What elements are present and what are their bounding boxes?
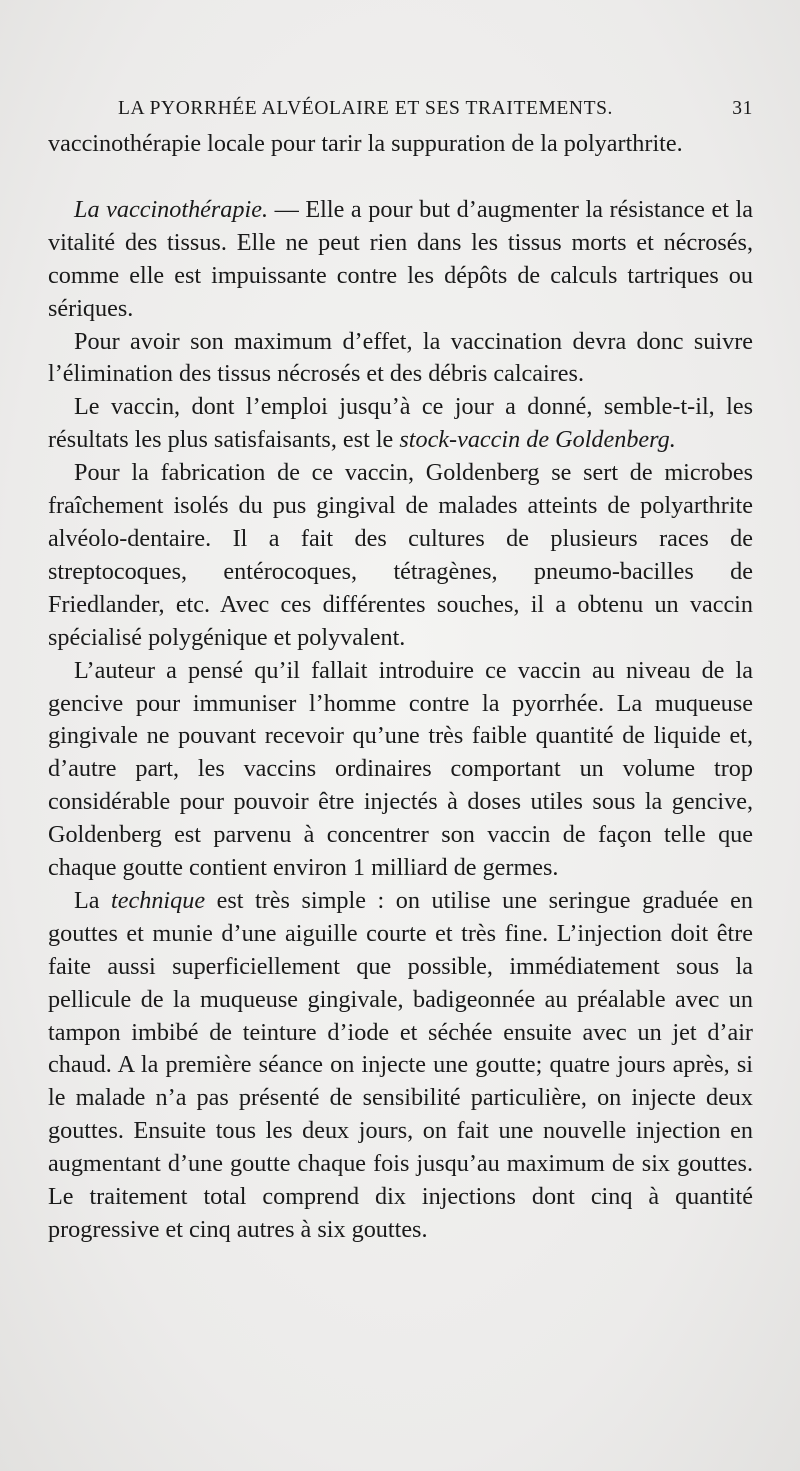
- running-title: LA PYORRHÉE ALVÉOLAIRE ET SES TRAITEMENTS.: [118, 98, 614, 119]
- running-header: [48, 98, 753, 128]
- paragraph-vaccinotherapy: [48, 194, 753, 326]
- paragraph-text: La: [74, 886, 112, 914]
- technique-term: technique: [111, 886, 206, 914]
- body-text: [48, 128, 753, 1247]
- paragraph-text: Pour la fabrication de ce vaccin, Goldenberg se sert de microbes fraîchement isolés du pus gingival de malades atteints de polyarthrite alvéolo-dentaire. Il a fait des cultures de plusieurs races de streptocoques, entérocoques, tétragènes, pneumo-bacilles de Friedlander, etc. Avec ces différentes souches, il a obtenu un vaccin spécialisé polygénique et polyvalent.: [48, 459, 753, 651]
- paragraph-text: Le vaccin, dont l’emploi jusqu’à ce jour a donné, semble-t-il, les résultats les plus satisfaisants, est le: [48, 393, 753, 454]
- paragraph-text: — Elle a pour but d’augmenter la résistance et la vitalité des tissus. Elle ne peut rien dans les tissus morts et nécrosés, comme elle est impuissante contre les dépôts de calculs tartriques ou sériques.: [48, 195, 753, 322]
- paragraph-continuation: [48, 128, 753, 161]
- section-heading: La vaccinothérapie.: [74, 195, 268, 223]
- paragraph-text: Pour avoir son maximum d’effet, la vaccination devra donc suivre l’élimination des tissus nécrosés et des débris calcaires.: [48, 327, 753, 388]
- paragraph-text: est très simple : on utilise une seringue graduée en gouttes et munie d’une aiguille courte et très fine. L’injection doit être faite aussi superficiellement que possible, immédiatement sous la pellicule de la muqueuse gingivale, badigeonnée au préalable avec un tampon imbibé de teinture d’iode et séchée ensuite avec un jet d’air chaud. A la première séance on injecte une goutte; quatre jours après, si le malade n’a pas présenté de sensibilité particulière, on injecte deux gouttes. Ensuite tous les deux jours, on fait une nouvelle injection en augmentant d’une goutte chaque fois jusqu’au maximum de six gouttes. Le traitement total comprend dix injections dont cinq à quantité progressive et cinq autres à six gouttes.: [48, 886, 753, 1243]
- paragraph-text: vaccinothérapie locale pour tarir la suppuration de la polyarthrite.: [48, 130, 683, 157]
- paragraph-fabrication: [48, 457, 753, 654]
- paragraph-text: L’auteur a pensé qu’il fallait introduire ce vaccin au niveau de la gencive pour immuniser l’homme contre la pyorrhée. La muqueuse gingivale ne pouvant recevoir qu’une très faible quantité de liquide et, d’autre part, les vaccins ordinaires comportant un volume trop considérable pour pouvoir être injectés à doses utiles sous la gencive, Goldenberg est parvenu à concentrer son vaccin de façon telle que chaque goutte contient environ 1 milliard de germes.: [48, 656, 753, 882]
- stock-vaccin-term: stock-vaccin de Goldenberg.: [399, 426, 676, 454]
- page-number: 31: [732, 98, 753, 119]
- paragraph-vaccine: [48, 391, 753, 457]
- paragraph-maximum-effect: [48, 326, 753, 392]
- paragraph-technique: [48, 885, 753, 1247]
- paragraph-author: [48, 655, 753, 885]
